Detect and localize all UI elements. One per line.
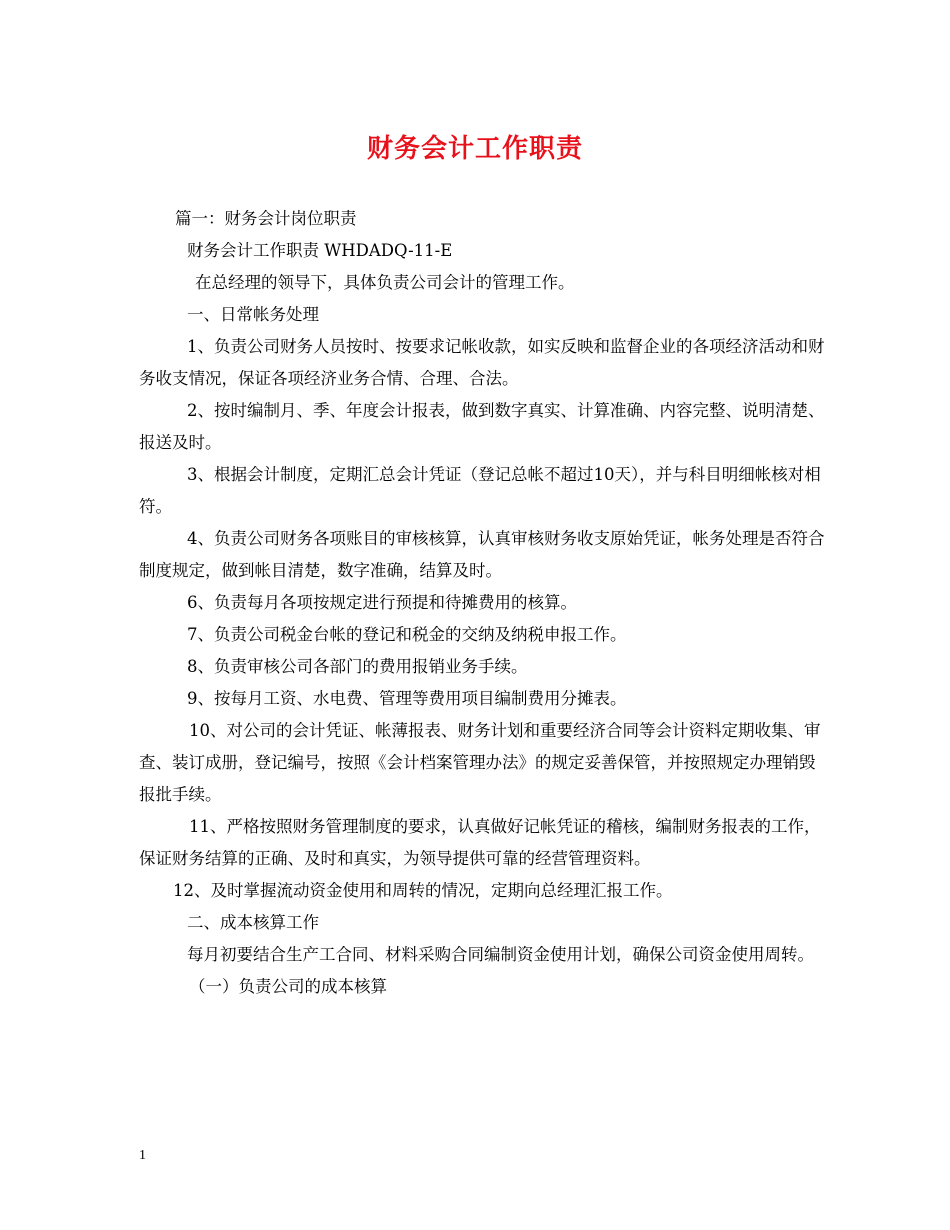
paragraph: 12、及时掌握流动资金使用和周转的情况，定期向总经理汇报工作。 [173,881,673,900]
paragraph: 1、负责公司财务人员按时、按要求记帐收款，如实反映和监督企业的各项经济活动和财务收支情况，保证各项经济业务合情、合理、合法。 [139,337,825,388]
paragraph: 7、负责公司税金台帐的登记和税金的交纳及纳税申报工作。 [187,625,627,644]
paragraph: 2、按时编制月、季、年度会计报表，做到数字真实、计算准确、内容完整、说明清楚、报送及时。 [139,401,825,452]
paragraph: 9、按每月工资、水电费、管理等费用项目编制费用分摊表。 [187,689,627,708]
paragraph: 在总经理的领导下，具体负责公司会计的管理工作。 [195,273,575,292]
paragraph: 每月初要结合生产工合同、材料采购合同编制资金使用计划，确保公司资金使用周转。 [187,945,814,964]
paragraph: 4、负责公司财务各项账目的审核核算，认真审核财务收支原始凭证，帐务处理是否符合制度规定，做到帐目清楚，数字准确，结算及时。 [139,529,825,580]
paragraph: 6、负责每月各项按规定进行预提和待摊费用的核算。 [187,593,577,612]
paragraph: 财务会计工作职责 WHDADQ-11-E [187,241,453,260]
sub-heading: （一）负责公司的成本核算 [189,977,387,996]
page-number: 1 [139,1148,146,1163]
paragraph: 篇一：财务会计岗位职责 [175,209,357,228]
paragraph: 8、负责审核公司各部门的费用报销业务手续。 [187,657,528,676]
document-title: 财务会计工作职责 [366,134,583,164]
paragraph: 3、根据会计制度，定期汇总会计凭证（登记总帐不超过10天），并与科目明细帐核对相符。 [139,465,821,516]
paragraph: 10、对公司的会计凭证、帐薄报表、财务计划和重要经济合同等会计资料定期收集、审查、装订成册，登记编号，按照《会计档案管理办法》的规定妥善保管，并按照规定办理销毁报批手续。 [139,721,821,804]
document-body [139,203,825,1003]
section-heading: 一、日常帐务处理 [187,305,319,324]
section-heading: 二、成本核算工作 [187,913,319,932]
paragraph: 11、严格按照财务管理制度的要求，认真做好记帐凭证的稽核，编制财务报表的工作，保证财务结算的正确、及时和真实，为领导提供可靠的经营管理资料。 [139,817,821,868]
